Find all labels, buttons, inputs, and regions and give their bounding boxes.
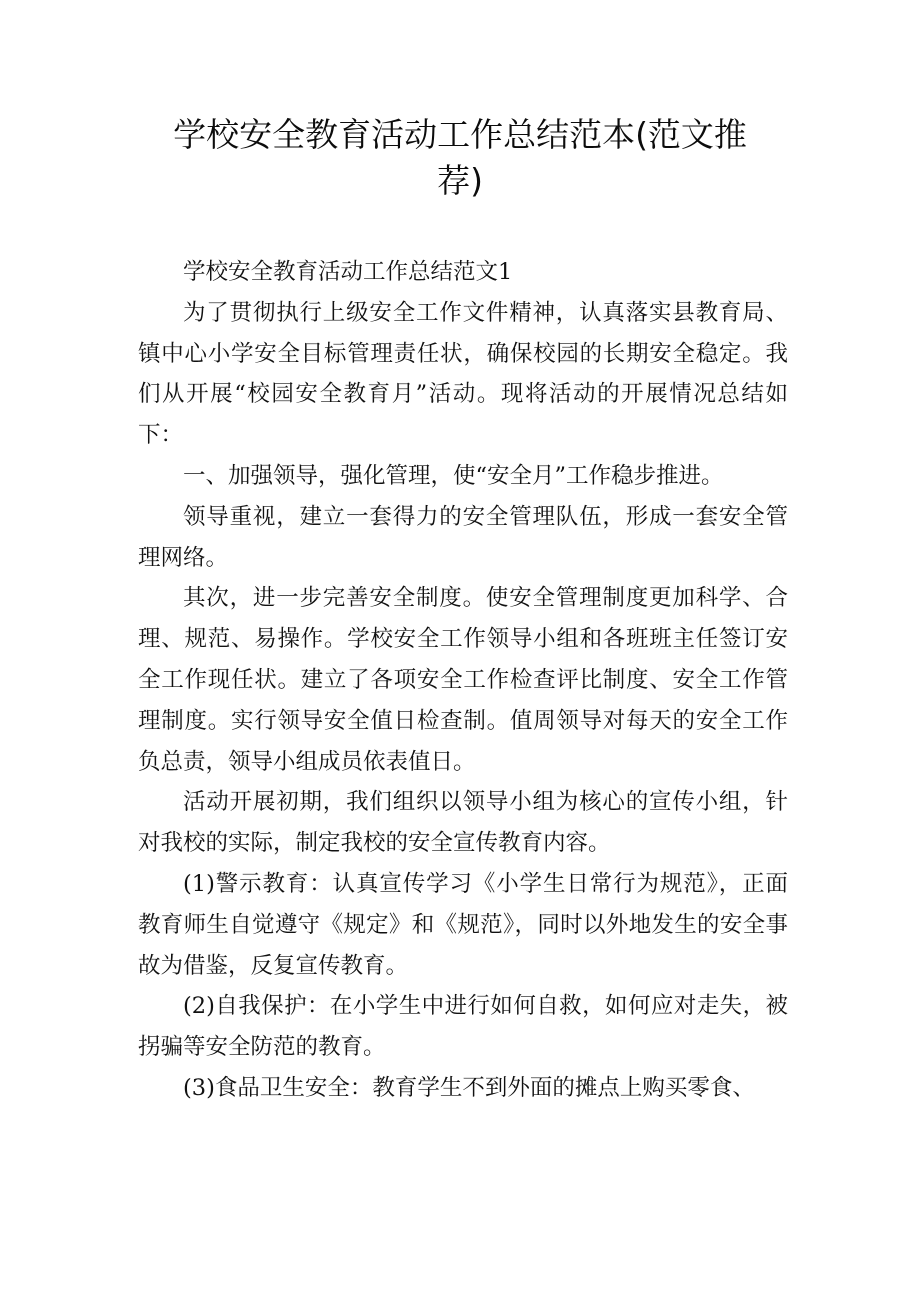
body-paragraph: (3)食品卫生安全：教育学生不到外面的摊点上购买零食、 <box>183 1074 755 1101</box>
body-paragraph: 领导重视，建立一套得力的安全管理队伍，形成一套安全管理网络。 <box>138 503 788 571</box>
body-paragraph: 其次，进一步完善安全制度。使安全管理制度更加科学、合理、规范、易操作。学校安全工作领导小组和各班班主任签订安全工作现任状。建立了各项安全工作检查评比制度、安全工作管理制度。实行领导安全值日检查制。值周领导对每天的安全工作负总责，领导小组成员依表值日。 <box>138 585 788 775</box>
body-paragraph: (1)警示教育：认真宣传学习《小学生日常行为规范》，正面教育师生自觉遵守《规定》和《规范》，同时以外地发生的安全事故为借鉴，反复宣传教育。 <box>138 870 788 979</box>
body-paragraph: 一、加强领导，强化管理，使“安全月”工作稳步推进。 <box>183 462 724 489</box>
body-paragraph: (2)自我保护：在小学生中进行如何自救，如何应对走失，被拐骗等安全防范的教育。 <box>138 993 788 1061</box>
section-heading: 学校安全教育活动工作总结范文1 <box>183 259 513 285</box>
document-title <box>150 112 770 204</box>
title-line-2: 荐) <box>437 161 483 200</box>
document-body <box>138 252 788 1109</box>
title-line-1: 学校安全教育活动工作总结范本(范文推 <box>173 115 747 154</box>
body-paragraph: 为了贯彻执行上级安全工作文件精神，认真落实县教育局、镇中心小学安全目标管理责任状，确保校园的长期安全稳定。我们从开展“校园安全教育月”活动。现将活动的开展情况总结如下： <box>138 299 788 449</box>
body-paragraph: 活动开展初期，我们组织以领导小组为核心的宣传小组，针对我校的实际，制定我校的安全宣传教育内容。 <box>138 789 788 857</box>
